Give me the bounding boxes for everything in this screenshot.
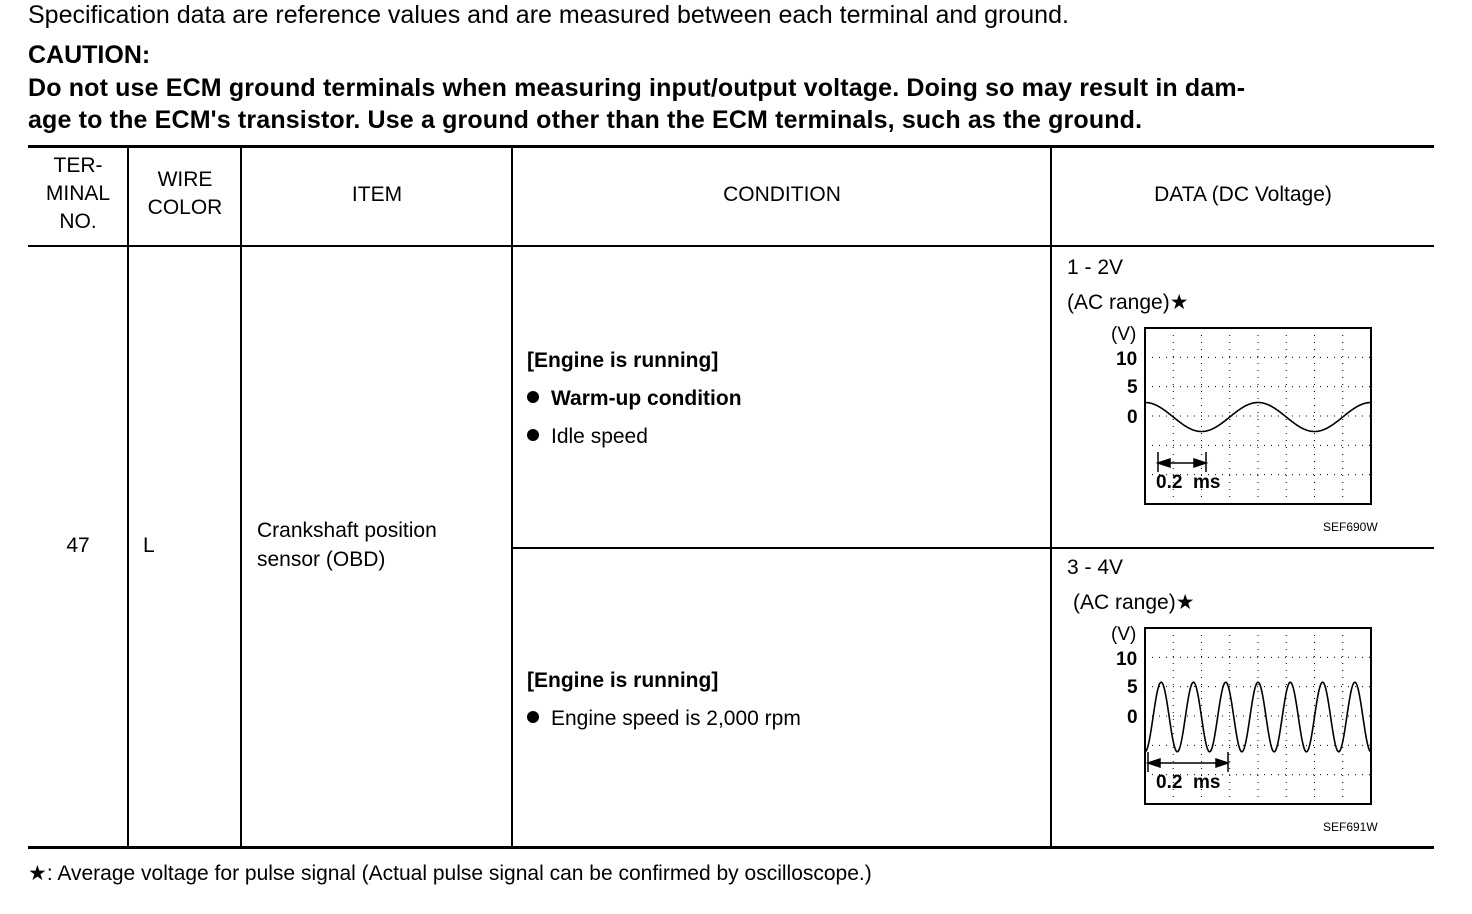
header-item: ITEM [351,183,403,206]
caution-heading: CAUTION: [28,41,151,69]
table-top-rule [28,145,1434,148]
item-description [257,516,437,574]
wire-color: L [143,534,155,557]
item-line-1: Crankshaft position [257,519,437,542]
time-scale-marker [1148,752,1228,772]
header-data: DATA (DC Voltage) [1154,183,1332,206]
figure-code: SEF691W [1323,820,1378,834]
intro-text: Specification data are reference values and are measured between each terminal and ground. [28,1,1069,29]
scope-graph-idle [1058,322,1398,537]
condition-heading: [Engine is running] [527,349,719,372]
scope-tick-0: 0 [1127,707,1138,728]
caution-line-2: age to the ECM's transistor. Use a ground other than the ECM terminals, such as the ground. [28,106,1143,134]
bullet-icon [527,391,539,403]
condition-bullet: Engine speed is 2,000 rpm [527,700,801,738]
table-header-rule [28,245,1434,247]
data-value-2000rpm: 3 - 4V [1067,556,1124,579]
data-value-idle: 1 - 2V [1067,256,1124,279]
scope-unit-label: (V) [1111,324,1137,345]
time-scale-marker [1158,452,1206,472]
bullet-icon [527,711,539,723]
scope-tick-10: 10 [1116,349,1138,370]
data-range-2000rpm: (AC range)★ [1073,591,1195,614]
footnote: ★: Average voltage for pulse signal (Actual pulse signal can be confirmed by oscilloscope.) [28,862,872,885]
data-range-idle: (AC range)★ [1067,291,1189,314]
scope-tick-5: 5 [1127,677,1138,698]
scope-waveform [1145,403,1371,432]
col-divider-1 [127,147,129,847]
col-divider-4 [1050,147,1052,847]
condition-idle [527,342,742,456]
scope-tick-10: 10 [1116,649,1138,670]
condition-bullet: Warm-up condition [527,380,742,418]
item-line-2: sensor (OBD) [257,548,386,571]
bullet-icon [527,429,539,441]
condition-heading: [Engine is running] [527,669,719,692]
star-icon: ★ [1175,591,1195,614]
scope-tick-5: 5 [1127,377,1138,398]
col-divider-3 [511,147,513,847]
header-condition: CONDITION [723,183,841,206]
header-wire-color: WIRE COLOR [147,168,223,219]
scope-waveform [1145,682,1371,752]
oscilloscope-2000rpm [1058,622,1398,914]
scope-graph-2000rpm [1058,622,1398,837]
scope-time-label: 0.2 ms [1156,772,1221,793]
scope-unit-label: (V) [1111,624,1137,645]
scope-time-label: 0.2 ms [1156,472,1221,493]
terminal-number: 47 [66,534,90,557]
figure-code: SEF690W [1323,520,1378,534]
header-terminal-no: TER- MINAL NO. [45,154,111,233]
col-divider-2 [240,147,242,847]
caution-line-1: Do not use ECM ground terminals when measuring input/output voltage. Doing so may result in dam- [28,74,1246,102]
star-icon: ★ [28,862,47,885]
caution-body [28,72,1438,136]
scope-tick-0: 0 [1127,407,1138,428]
star-icon: ★ [1169,291,1189,314]
condition-bullet: Idle speed [527,418,742,456]
condition-2000rpm [527,662,801,738]
